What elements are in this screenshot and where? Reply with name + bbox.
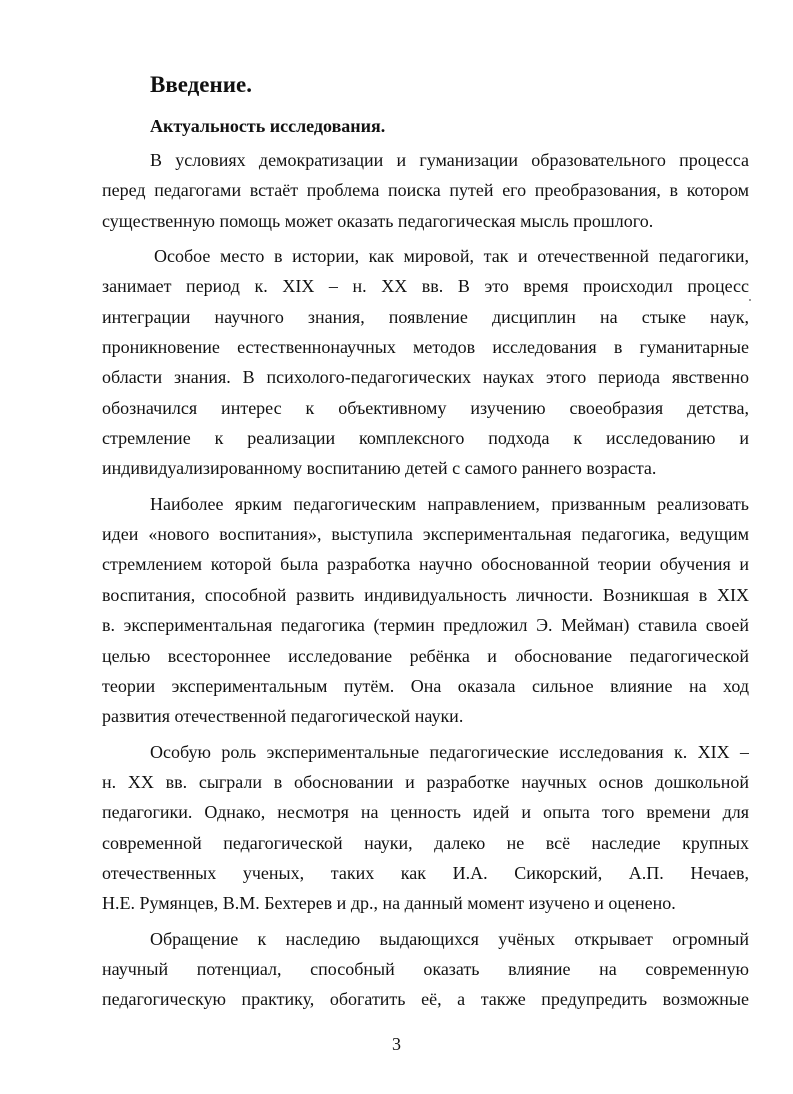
paragraph-4 xyxy=(102,737,749,919)
paragraph-1 xyxy=(102,145,749,236)
text-line: интеграции научного знания, появление дисциплин на стыке наук, xyxy=(102,306,749,327)
text-line: стремление к реализации комплексного подхода к исследованию и xyxy=(102,428,749,449)
text-line: теории экспериментальным путём. Она оказала сильное влияние на ход xyxy=(102,675,749,696)
section-heading: Введение. xyxy=(150,72,252,97)
text-line: воспитания, способной развить индивидуальность личности. Возникшая в XIX xyxy=(102,584,749,605)
text-line: Обращение к наследию выдающихся учёных открывает огромный xyxy=(150,928,749,949)
body-text xyxy=(102,145,749,1015)
text-line: стремлением которой была разработка научно обоснованной теории обучения и xyxy=(102,554,749,575)
text-line: В условиях демократизации и гуманизации образовательного процесса xyxy=(150,150,749,170)
page-number: 3 xyxy=(392,1034,401,1054)
text-line: целью всестороннее исследование ребёнка и обоснование педагогической xyxy=(102,645,749,666)
paragraph-2 xyxy=(102,241,749,484)
text-line: Н.Е. Румянцев, В.М. Бехтерев и др., на данный момент изучено и оценено. xyxy=(102,893,676,914)
text-line: обозначился интерес к объективному изучению своеобразия детства, xyxy=(102,397,749,418)
text-line: н. XX вв. сыграли в обосновании и разработке научных основ дошкольной xyxy=(102,771,749,792)
scan-speck xyxy=(749,299,751,301)
text-line: развития отечественной педагогической науки. xyxy=(102,706,464,727)
text-line: научный потенциал, способный оказать влияние на современную xyxy=(102,958,749,979)
text-line: педагогики. Однако, несмотря на ценность идей и опыта того времени для xyxy=(102,802,749,823)
text-line: в. экспериментальная педагогика (термин предложил Э. Мейман) ставила своей xyxy=(102,615,749,636)
text-line: проникновение естественнонаучных методов исследования в гуманитарные xyxy=(102,337,749,358)
text-line: области знания. В психолого-педагогических науках этого периода явственно xyxy=(102,367,749,388)
text-line: перед педагогами встаёт проблема поиска путей его преобразования, в котором xyxy=(102,180,749,201)
text-line: современной педагогической науки, далеко не всё наследие крупных xyxy=(102,832,749,853)
text-line: идеи «нового воспитания», выступила экспериментальная педагогика, ведущим xyxy=(102,524,749,545)
text-line: отечественных ученых, таких как И.А. Сикорский, А.П. Нечаев, xyxy=(102,862,749,883)
text-line: занимает период к. XIX – н. XX вв. В это время происходил процесс xyxy=(102,276,749,297)
text-line: Особую роль экспериментальные педагогические исследования к. XIX – xyxy=(150,741,749,762)
paragraph-5 xyxy=(102,924,749,1015)
section-subheading: Актуальность исследования. xyxy=(150,116,386,136)
text-line: Наиболее ярким педагогическим направлением, призванным реализовать xyxy=(150,493,749,514)
text-line: педагогическую практику, обогатить её, а также предупредить возможные xyxy=(102,989,749,1010)
text-line: индивидуализированному воспитанию детей с самого раннего возраста. xyxy=(102,458,657,479)
text-line: существенную помощь может оказать педагогическая мысль прошлого. xyxy=(102,210,654,231)
text-line: Особое место в истории, как мировой, так и отечественной педагогики, xyxy=(154,246,749,267)
paragraph-3 xyxy=(102,489,749,732)
